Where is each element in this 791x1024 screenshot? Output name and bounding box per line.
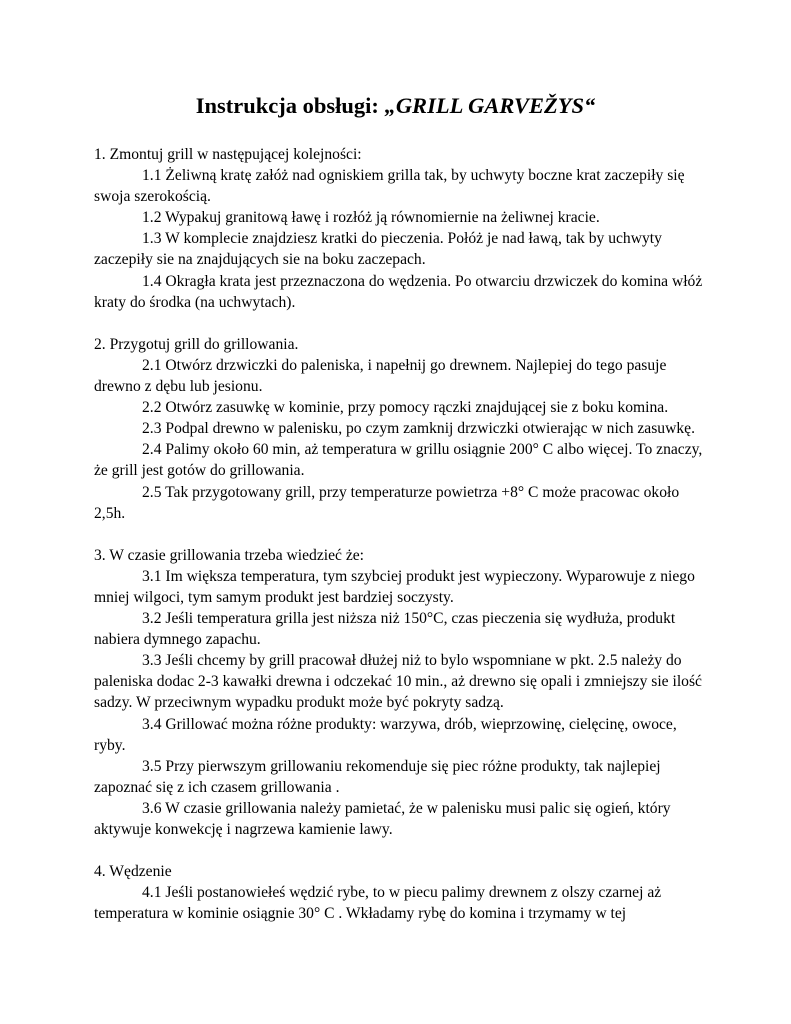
- list-item: 2.4 Palimy około 60 min, aż temperatura w grillu osiągnie 200° C albo więcej. To znaczy, że grill jest gotów do grillowania.: [94, 441, 703, 480]
- list-item: 2.3 Podpal drewno w palenisku, po czym zamknij drzwiczki otwierając w nich zasuwkę.: [142, 420, 695, 438]
- list-item: 3.3 Jeśli chcemy by grill pracował dłużej niż to bylo wspomniane w pkt. 2.5 należy do paleniska dodac 2-3 kawałki drewna i odczekać 10 min., aż drewno się opali i zmniejszy sie ilość sadzy. W przeciwnym wypadku produkt może być pokryty sadzą.: [94, 652, 702, 712]
- list-item: 3.6 W czasie grillowania należy pamietać, że w palenisku musi palic się ogień, który aktywuje konwekcję i nagrzewa kamienie lawy.: [94, 799, 671, 838]
- list-item: 1.2 Wypakuj granitową ławę i rozłóż ją równomiernie na żeliwnej kracie.: [142, 209, 600, 227]
- list-item: 3.1 Im większa temperatura, tym szybciej produkt jest wypieczony. Wyparowuje z niego mniej wilgoci, tym samym produkt jest bardziej soczysty.: [94, 567, 695, 606]
- list-item: 1.1 Żeliwną kratę załóż nad ogniskiem grilla tak, by uchwyty boczne krat zaczepiły się swoja szerokością.: [94, 167, 685, 206]
- title-product-name: „GRILL GARVEŽYS“: [384, 93, 596, 118]
- list-item: 3.5 Przy pierwszym grillowaniu rekomenduje się piec różne produkty, tak najlepiej zapoznać się z ich czasem grillowania .: [94, 757, 661, 796]
- section-preparation: [94, 334, 706, 524]
- list-item: 4.1 Jeśli postanowiełeś wędzić rybe, to w piecu palimy drewnem z olszy czarnej aż temperatura w kominie osiągnie 30° C . Wkładamy rybę do komina i trzymamy w tej: [94, 884, 662, 923]
- list-item: 2.2 Otwórz zasuwkę w kominie, przy pomocy rączki znajdującej sie z boku komina.: [142, 399, 669, 417]
- section-heading: 1. Zmontuj grill w następującej kolejności:: [94, 146, 362, 163]
- title-prefix: Instrukcja obsługi:: [195, 93, 379, 118]
- list-item: 2.5 Tak przygotowany grill, przy temperaturze powietrza +8° C może pracowac około 2,5h.: [94, 483, 680, 522]
- list-item: 3.4 Grillować można różne produkty: warzywa, drób, wieprzowinę, cielęcinę, owoce, ryby.: [94, 715, 677, 754]
- section-heading: 3. W czasie grillowania trzeba wiedzieć że:: [94, 546, 365, 564]
- section-smoking: [94, 861, 706, 924]
- list-item: 1.4 Okragła krata jest przeznaczona do wędzenia. Po otwarciu drzwiczek do komina włóż kraty do środka (na uchwytach).: [94, 272, 703, 311]
- section-grilling: [94, 545, 706, 840]
- section-heading: 2. Przygotuj grill do grillowania.: [94, 335, 299, 353]
- document-title: [0, 92, 791, 120]
- section-heading: 4. Wędzenie: [94, 863, 172, 881]
- list-item: 3.2 Jeśli temperatura grilla jest niższa niż 150°C, czas pieczenia się wydłuża, produkt nabiera dymnego zapachu.: [94, 610, 676, 649]
- document-body: [94, 144, 706, 924]
- section-assembly: [94, 144, 706, 313]
- list-item: 2.1 Otwórz drzwiczki do paleniska, i napełnij go drewnem. Najlepiej do tego pasuje drewno z dębu lub jesionu.: [94, 356, 667, 396]
- list-item: 1.3 W komplecie znajdziesz kratki do pieczenia. Połóż je nad ławą, tak by uchwyty zaczepiły sie na znajdujących sie na boku zaczepach.: [94, 230, 662, 269]
